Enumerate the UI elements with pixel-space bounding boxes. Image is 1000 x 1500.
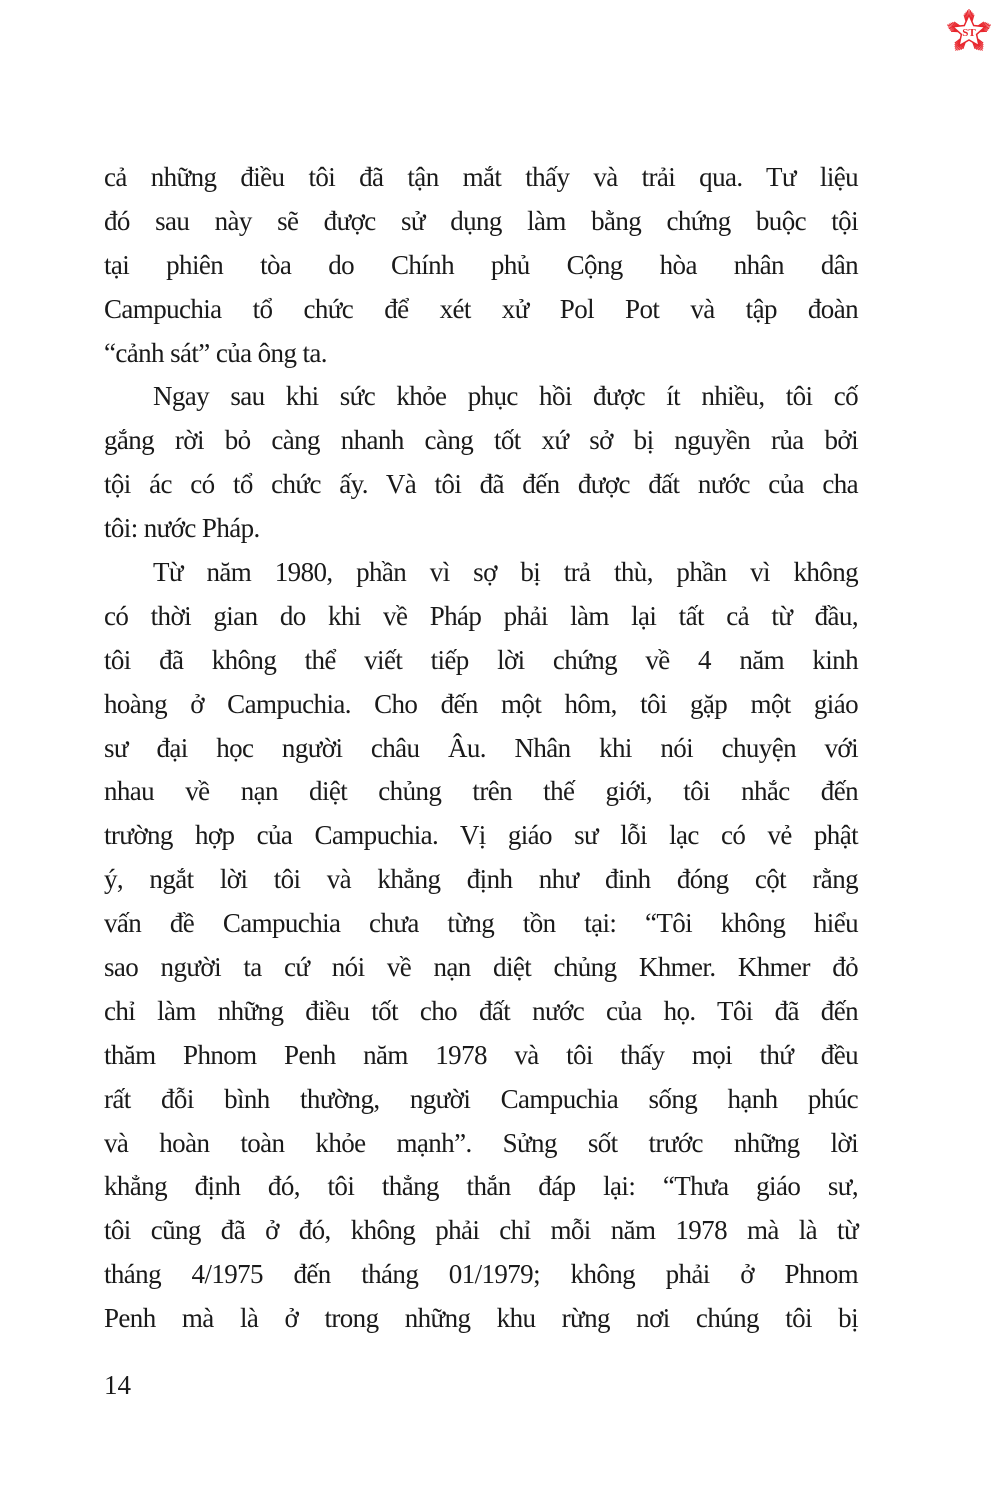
text-line: tôi cũng đã ở đó, không phải chỉ mỗi năm 1978 mà là từ [104,1215,858,1246]
body-text [104,156,858,1341]
text-line: trường hợp của Campuchia. Vị giáo sư lỗi lạc có vẻ phật [104,820,858,851]
text-line: tôi đã không thể viết tiếp lời chứng về 4 năm kinh [104,644,858,675]
text-line: Ngay sau khi sức khỏe phục hồi được ít nhiều, tôi cố [153,381,858,412]
text-line: rất đỗi bình thường, người Campuchia sống hạnh phúc [104,1083,858,1114]
logo-monogram: ST [962,27,976,39]
paragraph [104,551,858,1341]
text-line: nhau về nạn diệt chủng trên thế giới, tôi nhắc đến [104,776,858,807]
text-line: Campuchia tổ chức để xét xử Pol Pot và tập đoàn [104,293,858,324]
text-line: Từ năm 1980, phần vì sợ bị trả thù, phần vì không [153,557,858,588]
text-line: gắng rời bỏ càng nhanh càng tốt xứ sở bị nguyền rủa bởi [104,425,858,456]
text-line: có thời gian do khi về Pháp phải làm lại tất cả từ đầu, [104,600,858,631]
text-line: tội ác có tổ chức ấy. Và tôi đã đến được đất nước của cha [104,469,858,500]
text-line: “cảnh sát” của ông ta. [104,337,327,368]
red-star-burst-icon [944,6,994,56]
text-line: tại phiên tòa do Chính phủ Cộng hòa nhân dân [104,249,858,280]
text-line: vấn đề Campuchia chưa từng tồn tại: “Tôi không hiểu [104,908,858,939]
text-line: chỉ làm những điều tốt cho đất nước của họ. Tôi đã đến [104,995,858,1026]
paragraph [104,375,858,551]
text-line: tôi: nước Pháp. [104,513,260,544]
text-line: đó sau này sẽ được sử dụng làm bằng chứng buộc tội [104,205,858,236]
text-line: tháng 4/1975 đến tháng 01/1979; không phải ở Phnom [104,1259,858,1290]
publisher-logo-icon [944,6,994,56]
text-line: hoàng ở Campuchia. Cho đến một hôm, tôi gặp một giáo [104,688,858,719]
paragraph [104,156,858,375]
text-line: thăm Phnom Penh năm 1978 và tôi thấy mọi thứ đều [104,1039,858,1070]
text-line: và hoàn toàn khỏe mạnh”. Sửng sốt trước những lời [104,1127,858,1158]
text-line: cả những điều tôi đã tận mắt thấy và trải qua. Tư liệu [104,162,858,192]
page-number: 14 [104,1370,131,1400]
text-line: sư đại học người châu Âu. Nhân khi nói chuyện với [104,732,858,763]
text-line: khẳng định đó, tôi thẳng thắn đáp lại: “Thưa giáo sư, [104,1171,858,1202]
text-line: sao người ta cứ nói về nạn diệt chủng Khmer. Khmer đỏ [104,952,858,983]
text-line: Penh mà là ở trong những khu rừng nơi chúng tôi bị [104,1303,858,1334]
text-line: ý, ngắt lời tôi và khẳng định như đinh đóng cột rằng [104,864,858,895]
